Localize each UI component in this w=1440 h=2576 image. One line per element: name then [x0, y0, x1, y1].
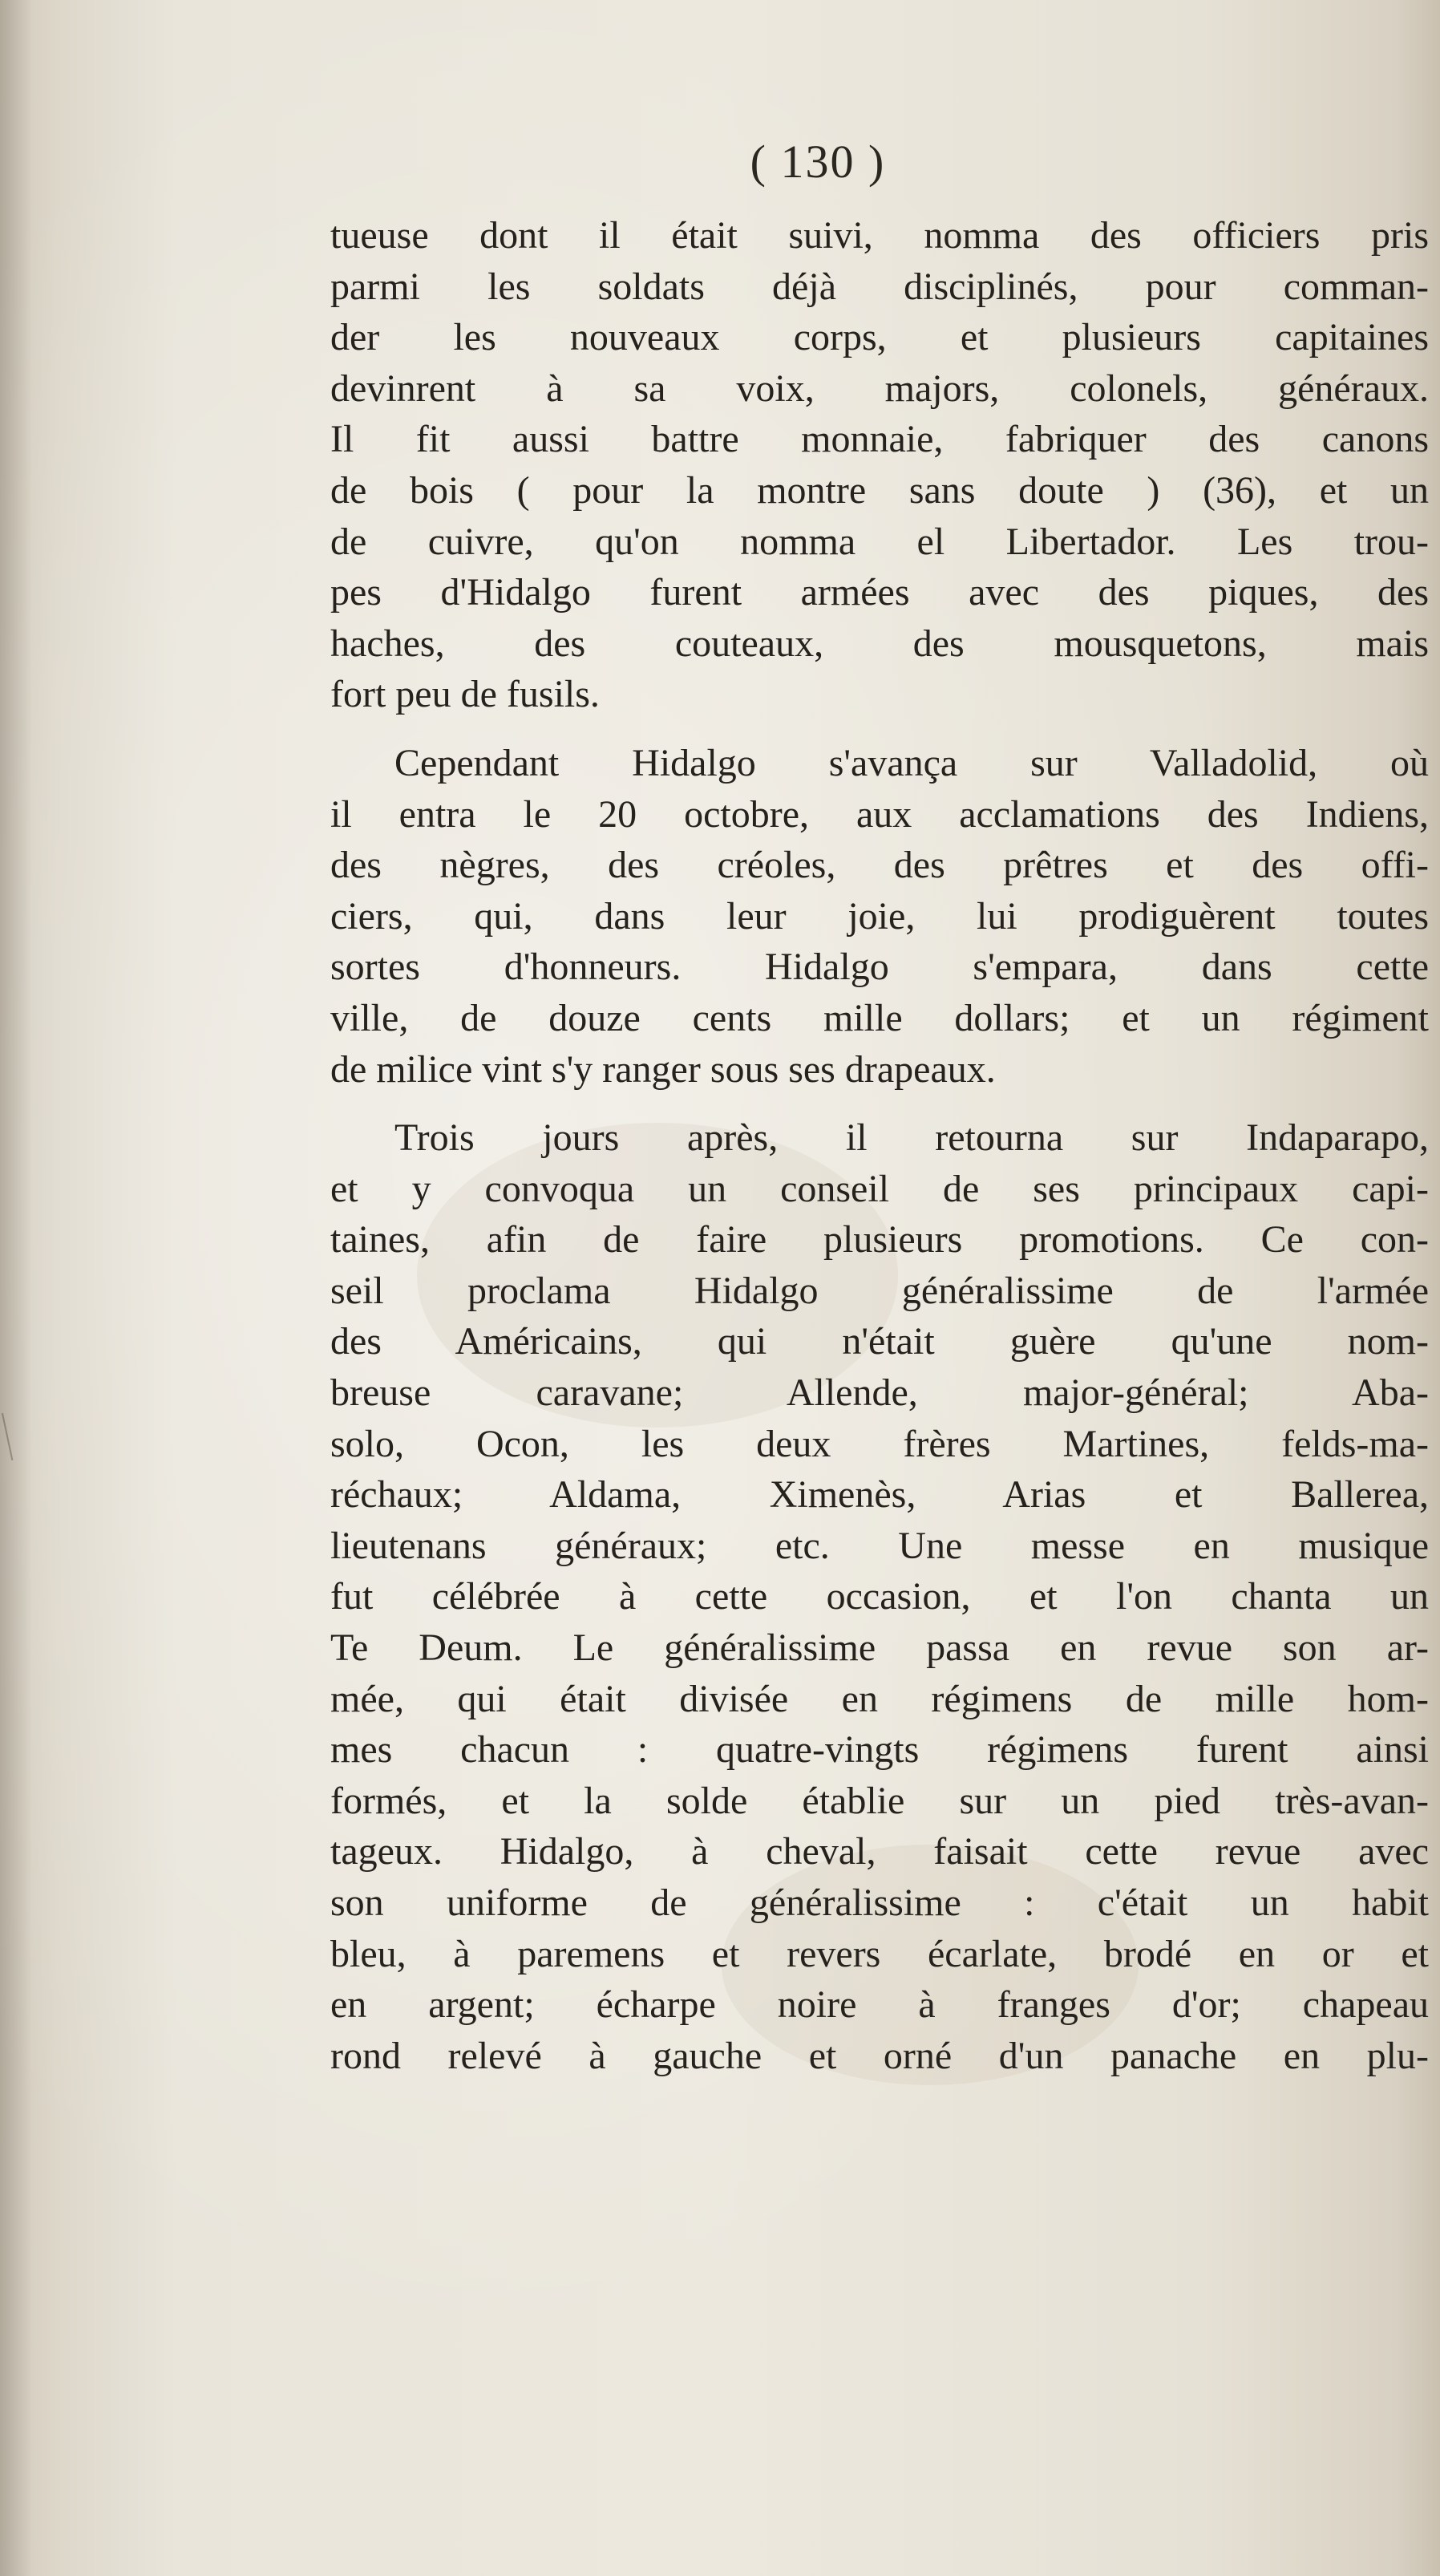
text-line: ville, de douze cents mille dollars; et un régiment: [330, 996, 1429, 1039]
body-text: [330, 210, 1429, 2081]
text-line: devinrent à sa voix, majors, colonels, généraux.: [330, 367, 1429, 410]
text-line: tueuse dont il était suivi, nomma des officiers pris: [330, 214, 1429, 257]
paragraph-gap: [330, 1095, 1429, 1112]
text-line: sortes d'honneurs. Hidalgo s'empara, dans cette: [330, 946, 1429, 989]
text-line: de bois ( pour la montre sans doute ) (36), et un: [330, 468, 1429, 512]
text-line: der les nouveaux corps, et plusieurs capitaines: [330, 316, 1429, 359]
text-line: des nègres, des créoles, des prêtres et des offi-: [330, 844, 1429, 887]
text-line: haches, des couteaux, des mousquetons, mais: [330, 622, 1429, 665]
text-line: Te Deum. Le généralissime passa en revue son ar-: [330, 1626, 1429, 1670]
text-line: breuse caravane; Allende, major-général; Aba-: [330, 1371, 1429, 1415]
text-line: fut célébrée à cette occasion, et l'on chanta un: [330, 1575, 1429, 1618]
paragraph: [330, 1112, 1429, 2081]
paragraph: [330, 210, 1429, 720]
text-line: Cependant Hidalgo s'avança sur Valladolid, où: [394, 741, 1429, 784]
text-line: de cuivre, qu'on nomma el Libertador. Les trou-: [330, 520, 1429, 563]
paragraph-gap: [330, 720, 1429, 738]
text-line: des Américains, qui n'était guère qu'une nom-: [330, 1320, 1429, 1363]
text-line: Il fit aussi battre monnaie, fabriquer des canons: [330, 418, 1429, 461]
text-line: lieutenans généraux; etc. Une messe en musique: [330, 1524, 1429, 1567]
text-line: son uniforme de généralissime : c'était un habit: [330, 1881, 1429, 1924]
text-line: il entra le 20 octobre, aux acclamations des Indiens,: [330, 792, 1429, 836]
text-line: solo, Ocon, les deux frères Martines, felds-ma-: [330, 1422, 1429, 1465]
text-line: seil proclama Hidalgo généralissime de l'armée: [330, 1269, 1429, 1312]
text-line: fort peu de fusils.: [330, 673, 600, 716]
text-line: parmi les soldats déjà disciplinés, pour comman-: [330, 265, 1429, 308]
text-line: rond relevé à gauche et orné d'un panache en plu-: [330, 2034, 1429, 2077]
text-line: taines, afin de faire plusieurs promotions. Ce con-: [330, 1218, 1429, 1262]
page-number: ( 130 ): [750, 136, 886, 188]
text-line: pes d'Hidalgo furent armées avec des piques, des: [330, 571, 1429, 614]
text-line: bleu, à paremens et revers écarlate, brodé en or et: [330, 1932, 1429, 1975]
page-gutter-shadow: [0, 0, 32, 2576]
text-line: formés, et la solde établie sur un pied très-avan-: [330, 1779, 1429, 1822]
text-line: tageux. Hidalgo, à cheval, faisait cette revue avec: [330, 1830, 1429, 1873]
text-line: Trois jours après, il retourna sur Indaparapo,: [394, 1116, 1429, 1160]
text-line: ciers, qui, dans leur joie, lui prodiguèrent toutes: [330, 894, 1429, 938]
text-line: réchaux; Aldama, Ximenès, Arias et Ballerea,: [330, 1473, 1429, 1517]
text-line: en argent; écharpe noire à franges d'or; chapeau: [330, 1983, 1429, 2027]
text-line: de milice vint s'y ranger sous ses drapeaux.: [330, 1047, 996, 1091]
text-line: et y convoqua un conseil de ses principaux capi-: [330, 1167, 1429, 1210]
text-line: mée, qui était divisée en régimens de mille hom-: [330, 1677, 1429, 1720]
paragraph: [330, 738, 1429, 1095]
text-line: mes chacun : quatre-vingts régimens furent ainsi: [330, 1728, 1429, 1772]
